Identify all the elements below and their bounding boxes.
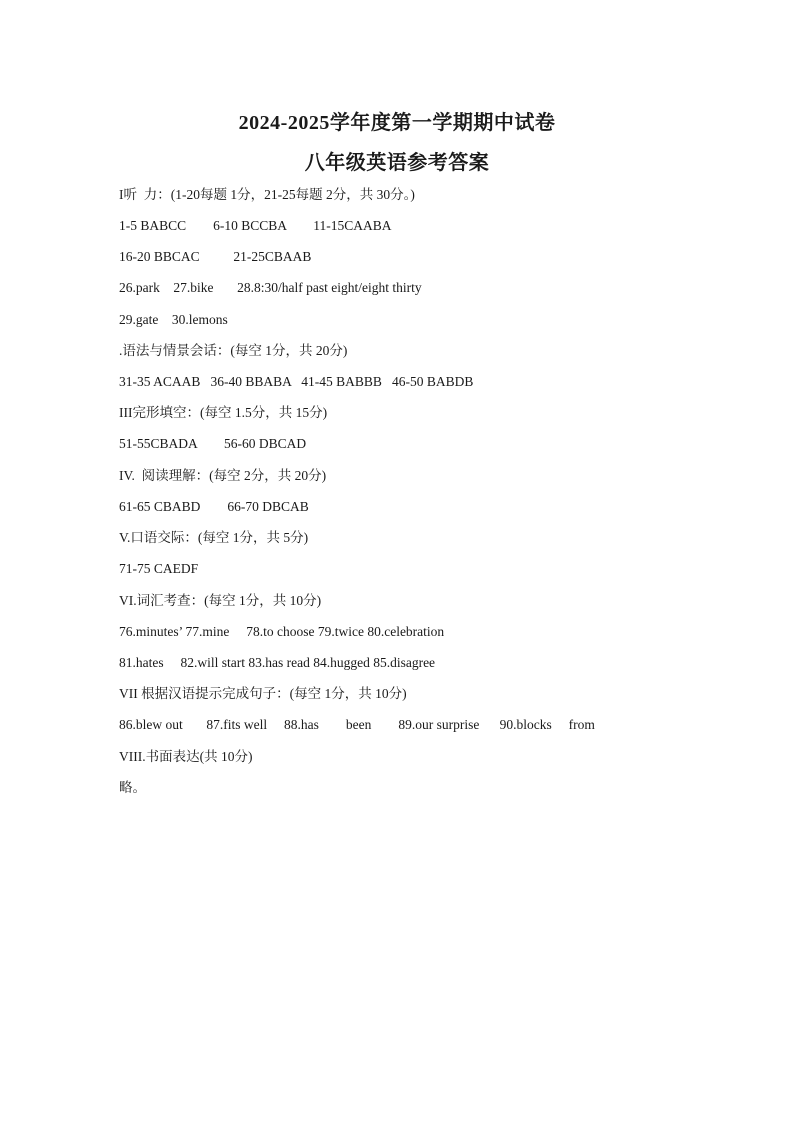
answer-line-61-70: 61-65 CBABD 66-70 DBCAB: [119, 499, 309, 514]
answer-line-31-50: 31-35 ACAAB 36-40 BBABA 41-45 BABBB 46-50 BABDB: [119, 374, 474, 389]
section-writing-heading: VIII.书面表达(共 10分): [119, 749, 253, 764]
answer-line-16-25: 16-20 BBCAC 21-25CBAAB: [119, 249, 312, 264]
section-speaking-heading: V.口语交际：(每空 1分，共 5分): [119, 530, 309, 545]
document-title: 2024-2025学年度第一学期期中试卷: [238, 112, 556, 134]
answer-line-71-75: 71-75 CAEDF: [119, 561, 199, 576]
answer-line-86-90: 86.blew out 87.fits well 88.has been 89.our surprise 90.blocks from: [119, 717, 595, 732]
section-reading-heading: IV. 阅读理解：(每空 2分，共 20分): [119, 468, 327, 483]
section-cloze-heading: III完形填空：(每空 1.5分，共 15分): [119, 405, 328, 420]
answer-line-76-80: 76.minutes’ 77.mine 78.to choose 79.twice 80.celebration: [119, 624, 445, 639]
writing-answer-omitted: 略。: [119, 780, 146, 795]
answer-line-26-28: 26.park 27.bike 28.8:30/half past eight/eight thirty: [119, 280, 422, 295]
answer-line-1-15: 1-5 BABCC 6-10 BCCBA 11-15CAABA: [119, 218, 392, 233]
section-listening-heading: I听 力：(1-20每题 1分，21-25每题 2分，共 30分。): [119, 187, 415, 202]
document-subtitle: 八年级英语参考答案: [304, 152, 490, 174]
answer-line-29-30: 29.gate 30.lemons: [119, 312, 228, 327]
section-vocabulary-heading: VI.词汇考查：(每空 1分，共 10分): [119, 593, 322, 608]
answer-line-81-85: 81.hates 82.will start 83.has read 84.hugged 85.disagree: [119, 655, 436, 670]
answer-line-51-60: 51-55CBADA 56-60 DBCAD: [119, 436, 307, 451]
section-grammar-heading: .语法与情景会话：(每空 1分，共 20分): [119, 343, 348, 358]
section-sentence-completion-heading: VII 根据汉语提示完成句子：(每空 1分，共 10分): [119, 686, 407, 701]
